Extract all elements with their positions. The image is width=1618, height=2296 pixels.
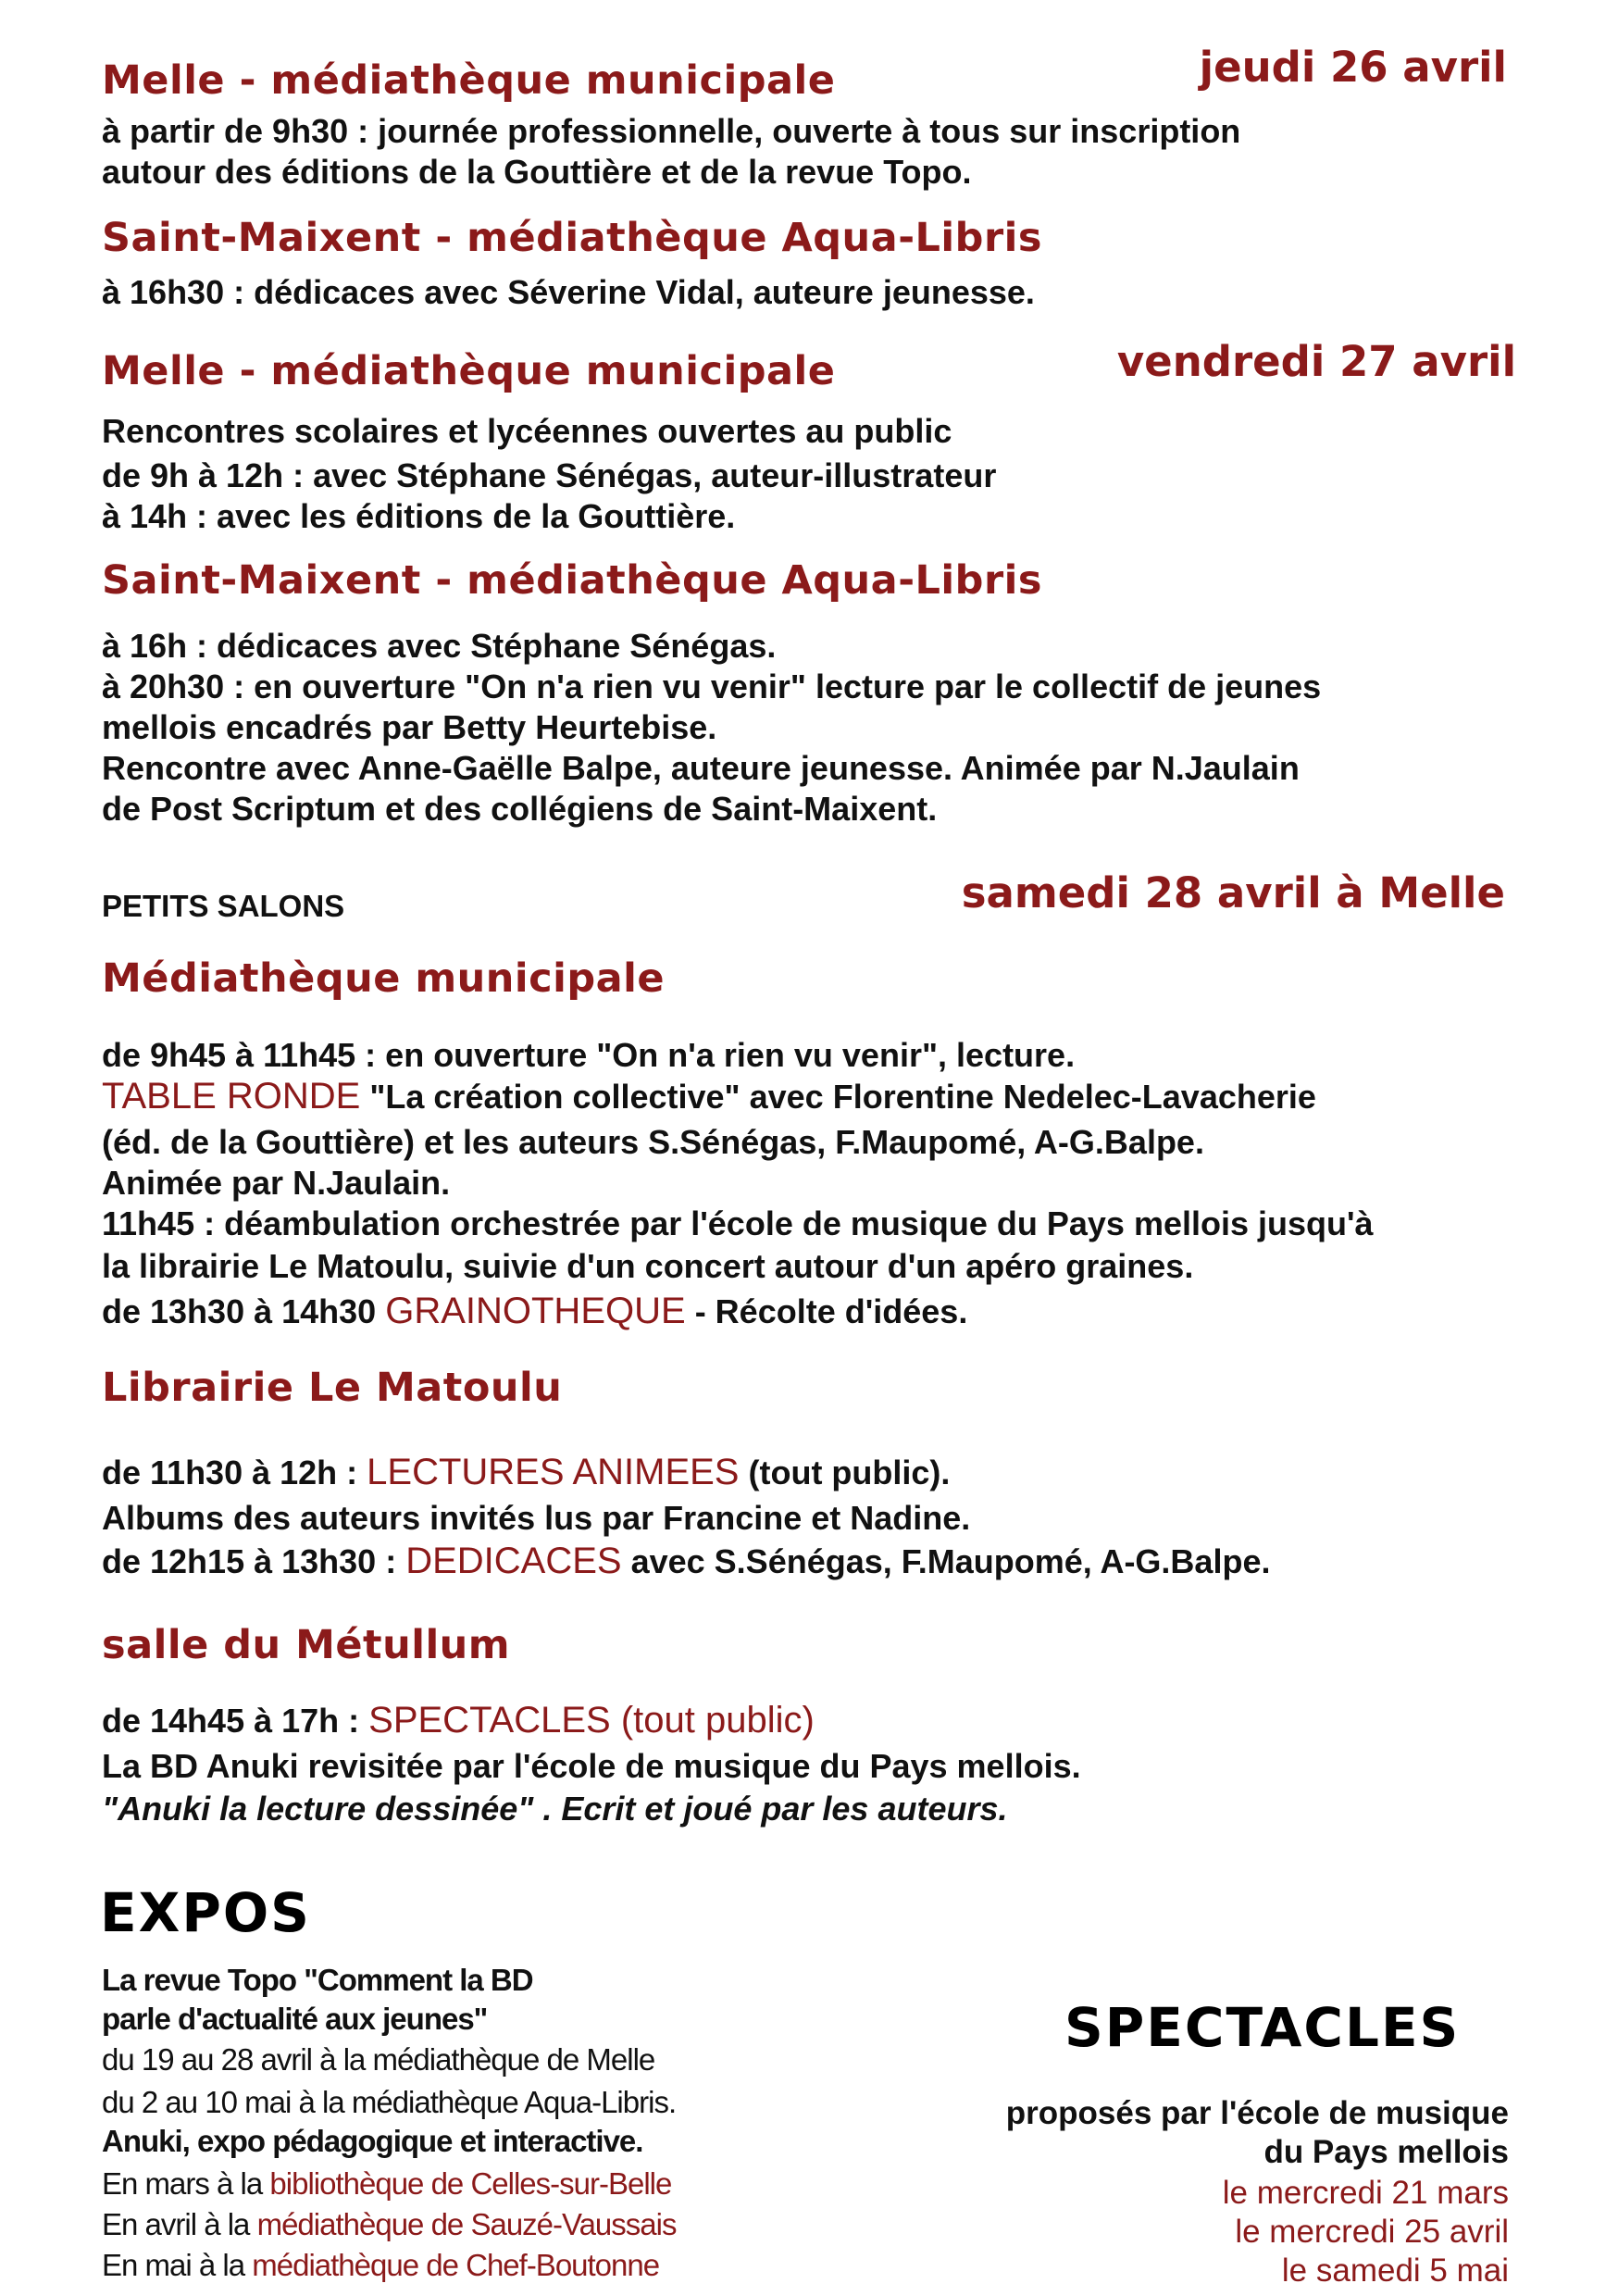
table-ronde-text: "La création collective" avec Florentine Nedelec-Lavacherie: [360, 1078, 1316, 1116]
lectures-highlight: LECTURES ANIMEES: [367, 1452, 740, 1492]
venue-saint-maixent-27: Saint-Maixent - médiathèque Aqua-Libris: [102, 557, 1042, 604]
day2-b-line-1: à 16h : dédicaces avec Stéphane Sénégas.: [102, 627, 777, 665]
grainotheque-text: - Récolte d'idées.: [685, 1292, 968, 1330]
spectacles-highlight: SPECTACLES (tout public): [368, 1700, 815, 1741]
spectacles-date-3: le samedi 5 mai: [1281, 2252, 1509, 2289]
day3-a-line-1: de 9h45 à 11h45 : en ouverture "On n'a rien vu venir", lecture.: [102, 1036, 1076, 1074]
venue-librairie-matoulu: Librairie Le Matoulu: [102, 1365, 563, 1411]
spectacles-sub-line-2: du Pays mellois: [1263, 2134, 1509, 2170]
expos-heading: EXPOS: [100, 1881, 311, 1944]
day3-a-line-3: (éd. de la Gouttière) et les auteurs S.Sénégas, F.Maupomé, A-G.Balpe.: [102, 1123, 1204, 1161]
expo-place-2: [102, 2205, 676, 2244]
expo-place-1-prefix: En mars à la: [102, 2166, 270, 2201]
day3-c-line-3: "Anuki la lecture dessinée" . Ecrit et joué par les auteurs.: [102, 1790, 1008, 1828]
expo-place-2-prefix: En avril à la: [102, 2207, 257, 2241]
spectacles-dates: [1223, 2174, 1509, 2290]
day1-a-line-2: autour des éditions de la Gouttière et de la revue Topo.: [102, 153, 972, 191]
venue-saint-maixent-26: Saint-Maixent - médiathèque Aqua-Libris: [102, 215, 1042, 261]
lectures-text: (tout public).: [739, 1454, 951, 1491]
spectacles-date-1: le mercredi 21 mars: [1222, 2175, 1509, 2211]
day3-a-line-2: [102, 1076, 1316, 1117]
dedicaces-text: avec S.Sénégas, F.Maupomé, A-G.Balpe.: [621, 1542, 1271, 1580]
day3-b-line-3: [102, 1541, 1270, 1582]
grainotheque-highlight: GRAINOTHEQUE: [385, 1291, 686, 1331]
expo-place-1-venue: bibliothèque de Celles-sur-Belle: [269, 2166, 672, 2201]
day1-a-line-1: à partir de 9h30 : journée professionnelle, ouverte à tous sur inscription: [102, 112, 1241, 150]
expo-title-3: Anuki, expo pédagogique et interactive.: [102, 2124, 643, 2158]
day2-a-line-1: Rencontres scolaires et lycéennes ouvertes au public: [102, 412, 952, 450]
spectacles-sub-line-1: proposés par l'école de musique: [1005, 2095, 1509, 2131]
day2-b-line-5: de Post Scriptum et des collégiens de Saint-Maixent.: [102, 790, 938, 828]
expo-place-3-prefix: En mai à la: [102, 2248, 253, 2282]
spectacles-date-2: le mercredi 25 avril: [1235, 2214, 1509, 2250]
day3-a-line-4: Animée par N.Jaulain.: [102, 1164, 451, 1202]
day2-a-line-2: de 9h à 12h : avec Stéphane Sénégas, auteur-illustrateur: [102, 456, 997, 494]
spectacles-heading: SPECTACLES: [1064, 1996, 1461, 2059]
expo-dates-2: du 2 au 10 mai à la médiathèque Aqua-Libris.: [102, 2085, 677, 2119]
day3-b-line-2: Albums des auteurs invités lus par Francine et Nadine.: [102, 1499, 971, 1537]
day2-b-line-2: à 20h30 : en ouverture "On n'a rien vu venir" lecture par le collectif de jeunes: [102, 668, 1322, 705]
venue-melle-26: Melle - médiathèque municipale: [102, 57, 836, 104]
petits-salons-label: PETITS SALONS: [102, 889, 345, 923]
lectures-time: de 11h30 à 12h :: [102, 1454, 367, 1491]
day3-a-line-5: 11h45 : déambulation orchestrée par l'école de musique du Pays mellois jusqu'à: [102, 1204, 1374, 1242]
day1-b-line-1: à 16h30 : dédicaces avec Séverine Vidal, auteure jeunesse.: [102, 273, 1035, 311]
date-jeudi-26: jeudi 26 avril: [1199, 43, 1507, 92]
day3-c-line-2: La BD Anuki revisitée par l'école de musique du Pays mellois.: [102, 1747, 1081, 1785]
expo-title-1: La revue Topo "Comment la BD: [102, 1963, 533, 1997]
venue-melle-27: Melle - médiathèque municipale: [102, 348, 836, 394]
day2-a-line-3: à 14h : avec les éditions de la Gouttière.: [102, 497, 736, 535]
expo-title-2: parle d'actualité aux jeunes": [102, 2002, 488, 2036]
expo-place-3: [102, 2246, 659, 2285]
grainotheque-time: de 13h30 à 14h30: [102, 1292, 386, 1330]
day3-a-line-7: [102, 1291, 967, 1332]
day3-a-line-6: la librairie Le Matoulu, suivie d'un concert autour d'un apéro graines.: [102, 1247, 1194, 1285]
day2-b-line-3: mellois encadrés par Betty Heurtebise.: [102, 708, 717, 746]
date-samedi-28: samedi 28 avril à Melle: [961, 868, 1505, 917]
expo-place-3-venue: médiathèque de Chef-Boutonne: [252, 2248, 660, 2282]
day3-c-line-1: [102, 1700, 815, 1741]
expo-place-2-venue: médiathèque de Sauzé-Vaussais: [256, 2207, 677, 2241]
day2-b-line-4: Rencontre avec Anne-Gaëlle Balpe, auteure jeunesse. Animée par N.Jaulain: [102, 749, 1300, 787]
spectacles-sub: [1006, 2094, 1509, 2172]
expo-dates-1: du 19 au 28 avril à la médiathèque de Melle: [102, 2042, 655, 2077]
spectacles-time: de 14h45 à 17h :: [102, 1702, 369, 1740]
venue-salle-metullum: salle du Métullum: [102, 1622, 511, 1668]
dedicaces-time: de 12h15 à 13h30 :: [102, 1542, 406, 1580]
day3-b-line-1: [102, 1452, 950, 1493]
expo-place-1: [102, 2165, 671, 2203]
table-ronde-highlight: TABLE RONDE: [102, 1076, 361, 1117]
venue-mediatheque-municipale: Médiathèque municipale: [102, 955, 666, 1002]
date-vendredi-27: vendredi 27 avril: [1116, 337, 1516, 386]
dedicaces-highlight: DEDICACES: [405, 1541, 622, 1581]
